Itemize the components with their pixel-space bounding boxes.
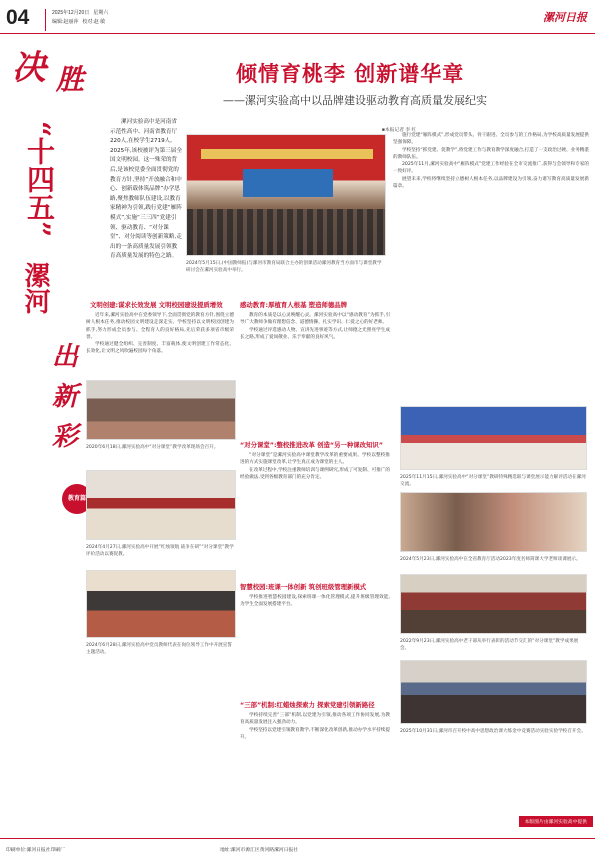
photo-right-1 bbox=[400, 406, 587, 470]
section-heading-5: “三部”机制:红蜡烛探索力 探索党建引领新路径 bbox=[240, 701, 375, 709]
audience-rows bbox=[187, 209, 386, 255]
header-divider bbox=[45, 9, 46, 31]
photo-left-2 bbox=[86, 470, 236, 540]
section-5-text bbox=[240, 712, 390, 812]
page-footer bbox=[0, 838, 595, 858]
main-photo-caption: 2024年5月15日,(中国教师报)与漯河市教育局联合主办的创课活动漯河教育当方面市与课堂教学研讨会在漯河实验高中举行。 bbox=[186, 261, 382, 274]
paragraph: 2025年11月,漯河实验高中“雁阵模式”党建工作经验在全市交流推广,获得与会领导和专家的一致好评。 bbox=[393, 162, 589, 175]
footer-printer: 印刷单位:漯河日报社印刷厂 bbox=[6, 848, 65, 853]
photo-left-1 bbox=[86, 380, 236, 440]
paragraph: 教育的本质是以心灵唤醒心灵。漯河实验高中以“感动教育”为抓手,引导广大教师争做有理想信念、道德情操、扎实学识、仁爱之心的好老师。 bbox=[240, 313, 390, 326]
footer-address: 地址:漯河市源汇区黄河路漯河日报社 bbox=[220, 848, 299, 853]
paragraph: 在改革过程中,学校注重教师培训与课例研究,形成了可复制、可推广的经验做法,受到各级教育部门的充分肯定。 bbox=[240, 467, 390, 480]
header-info bbox=[52, 9, 112, 27]
photo-right-4 bbox=[400, 660, 587, 724]
page-header bbox=[0, 0, 595, 34]
paragraph: 学校通过健全组织、完善制度、丰富载体,使文明创建工作常态化、长效化,让文明之风吹遍校园每个角落。 bbox=[86, 342, 234, 355]
photo-right-3 bbox=[400, 574, 587, 634]
photo-right-2 bbox=[400, 492, 587, 552]
paragraph: 学校坚持以党建引领教育教学,不断深化改革创新,推动办学水平持续提升。 bbox=[240, 727, 390, 740]
header-proof: 校对:赵 敏 bbox=[82, 19, 106, 25]
article-title: 倾情育桃李 创新谱华章 bbox=[236, 61, 465, 86]
paragraph: 学校推进智慧校园建设,探索班课一体化管理模式,提升班级管理效能,为学生全面发展搭建平台。 bbox=[240, 595, 390, 608]
paragraph: 施行党建“雁阵模式”,形成党员带头、骨干跟进、全员参与的工作格局,为学校高质量发展提供坚强保障。 bbox=[393, 133, 589, 146]
banner-xin: 新 bbox=[52, 382, 79, 412]
main-photo bbox=[186, 134, 386, 256]
photo-right-4-caption: 2025年10月31日,漯河市召开校中高中思想政治课大练金中竞赛活动实验实验学校召开会。 bbox=[400, 729, 586, 734]
paragraph: 近年来,漯河实验高中在党委领导下,全面贯彻党的教育方针,围绕立德树人根本任务,推动校园文明建设走深走实。学校坚持以文明校园创建为抓手,努力形成全员参与、全程育人的良好格局,先后荣获多项省市级荣誉。 bbox=[86, 313, 234, 340]
banner-cai: 彩 bbox=[52, 422, 79, 452]
section-heading-1: 文明创建:谋求长效发展 文明校园建设提质增效 bbox=[90, 301, 223, 309]
banner-shiwu: “十四五” bbox=[23, 120, 56, 238]
paragraph: 展望未来,学校将继续坚持立德树人根本任务,以品牌建设为引领,奋力谱写教育高质量发展新篇章。 bbox=[393, 176, 589, 190]
photo-left-3 bbox=[86, 570, 236, 638]
paragraph: 学校坚持“抓党建、促教学”,将党建工作与教育教学深度融合,打造了一支政治过硬、业务精湛的教师队伍。 bbox=[393, 147, 589, 160]
edu-badge: 教育篇 bbox=[62, 484, 92, 514]
section-1-text bbox=[86, 312, 234, 372]
banner-jue: 决 bbox=[12, 48, 46, 88]
header-weekday: 星期六 bbox=[93, 10, 109, 16]
banner-sheng: 胜 bbox=[56, 63, 85, 96]
header-editor: 编辑:赵丽萍 bbox=[52, 19, 79, 25]
photo-right-2-caption: 2024年5月23日,漯河实验高中在全省教育厅活动2023年度名师简课大学老师谈课展示。 bbox=[400, 557, 581, 562]
paper-logo: 漯河日报 bbox=[543, 11, 587, 24]
section-heading-2: 感动教育:厚植育人根基 塑造师德品牌 bbox=[240, 301, 348, 309]
stage-screen bbox=[243, 169, 333, 197]
section-2-text bbox=[240, 312, 390, 432]
section-heading-3: “对分课堂”:整校推进改革 创造“另一种课改知识” bbox=[240, 441, 384, 449]
paragraph: “对分课堂”是漯河实验高中课堂教学改革的重要成果。学校以整校推进的方式实施课堂改革,让学生真正成为课堂的主人。 bbox=[240, 453, 390, 466]
section-3-text bbox=[240, 452, 390, 572]
section-heading-4: 智慧校园:班课一体创新 筑创班级管理新模式 bbox=[240, 583, 367, 591]
header-date: 2025年12月20日 bbox=[52, 10, 90, 16]
stage-banner bbox=[201, 149, 373, 159]
article-subtitle: ——漯河实验高中以品牌建设驱动教育高质量发展纪实 bbox=[223, 94, 487, 107]
page-number: 04 bbox=[6, 6, 30, 29]
paragraph: 学校持续完善“三部”机制,以党建为引领,推动各项工作协同发展,为教育高质量发展注入强劲动力。 bbox=[240, 713, 390, 726]
banner-luohe: 漯河 bbox=[20, 262, 50, 314]
right-column-text bbox=[393, 132, 589, 398]
article-intro: 漯河实验高中是河南省示范性高中、河南省教育厅220人,在校学生2719人。2025年,该校被评为第三届全国文明校园。这一殊荣的背后,是该校党委全面贯彻党的教育方针,坚持“开放融合和中心、创新载体筑品牌”办学思路,聚焦教师队伍建设,以教育家精神为引领,践行党建“雁阵模式”,实施“三三四”党建引领、驱动教育、“对分课堂”、对分阅读等创新策略,走出的一条高质量发展引领教育高质量发展的特色之路。 bbox=[110, 119, 182, 260]
photo-left-3-caption: 2024年6月28日,漯河实验高中党员教师代表在岗位领导工作中开展宣誓主题活动。 bbox=[86, 643, 232, 656]
paragraph: 学校通过评选感动人物、宣讲先进事迹等方式,让师德之光照亮学生成长之路,形成了爱岗敬业、乐于奉献的良好风气。 bbox=[240, 327, 390, 340]
section-4-text bbox=[240, 594, 390, 694]
article-byline: ■本报记者 李 红 bbox=[382, 128, 417, 133]
photo-right-1-caption: 2025年11月15日,漯河实验高中“对分课堂”教研特殊精选联与课堂展示能力解评活动在漯河交流。 bbox=[400, 475, 586, 488]
photo-right-3-caption: 2022年9月23日,漯河实验高中老干部从举行表彰的活动节交汇的“对分课堂”教学成果展会。 bbox=[400, 639, 579, 652]
banner-chu: 出 bbox=[52, 342, 79, 372]
photo-left-1-caption: 2020年6月18日,漯河实验高中“对分课堂”教学改革现场会召开。 bbox=[86, 445, 219, 450]
photo-credit-box: 本版图片由漯河实验高中提供 bbox=[519, 816, 593, 827]
photo-left-2-caption: 2024年4月27日,漯河实验高中开展“红烛领航 战争在研”“对分课堂”教学评价活动以赛促教。 bbox=[86, 545, 234, 558]
